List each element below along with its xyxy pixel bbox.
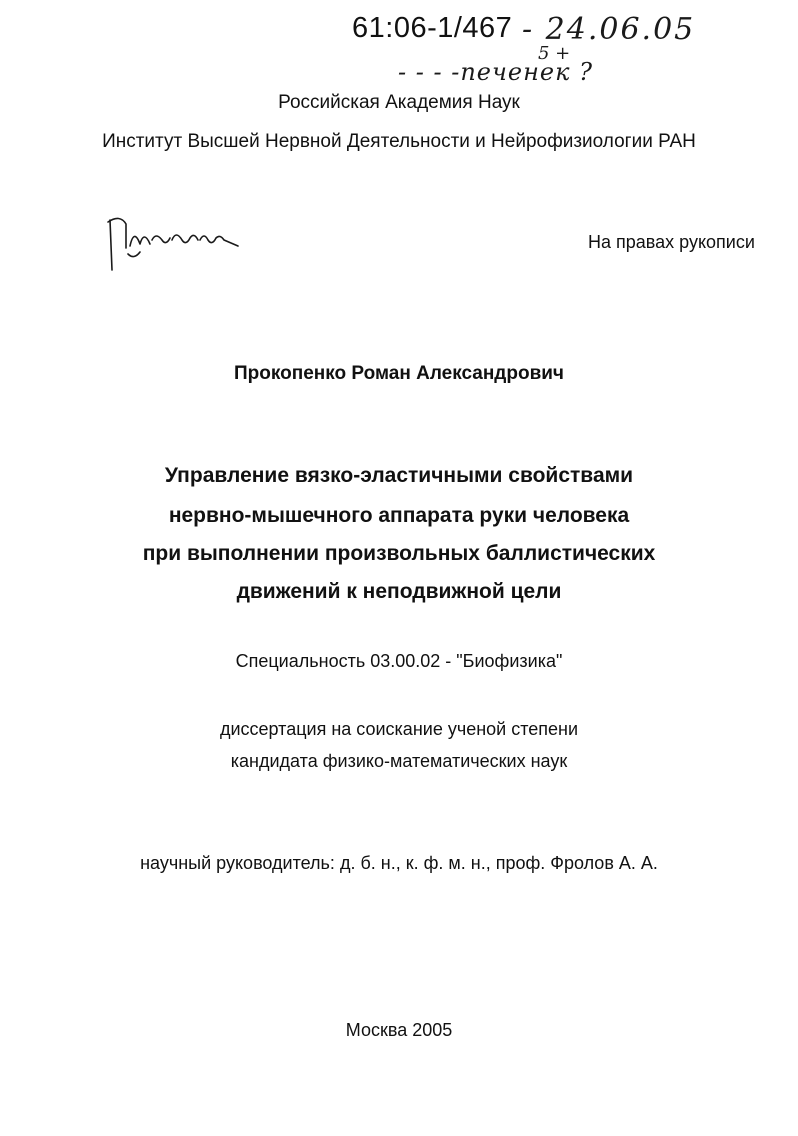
specialty: Специальность 03.00.02 - "Биофизика" — [235, 651, 563, 671]
archive-code: 61:06-1/467 — [352, 12, 513, 44]
supervisor: научный руководитель: д. б. н., к. ф. м. н., проф. Фролов А. А. — [140, 853, 658, 873]
rights-note: На правах рукописи — [588, 232, 755, 252]
degree-line: диссертация на соискание ученой степени — [219, 719, 579, 739]
city-year: Москва 2005 — [345, 1020, 453, 1040]
academy-name: Российская Академия Наук — [278, 92, 520, 113]
handwritten-note-top: 5 + — [538, 43, 571, 64]
author-name: Прокопенко Роман Александрович — [234, 363, 564, 384]
dissertation-title-line: нервно-мышечного аппарата руки человека — [168, 504, 630, 527]
handwritten-date: - 24.06.05 — [522, 12, 696, 47]
handwritten-note: - - - -печенек ? — [398, 58, 593, 86]
signature-icon — [100, 210, 250, 280]
dissertation-title-line: при выполнении произвольных баллистических — [142, 542, 656, 565]
dissertation-title-line: движений к неподвижной цели — [236, 580, 562, 603]
dissertation-title-line: Управление вязко-эластичными свойствами — [164, 464, 634, 487]
degree-line: кандидата физико-математических наук — [230, 751, 568, 771]
institute-name: Институт Высшей Нервной Деятельности и Нейрофизиологии РАН — [102, 131, 696, 152]
